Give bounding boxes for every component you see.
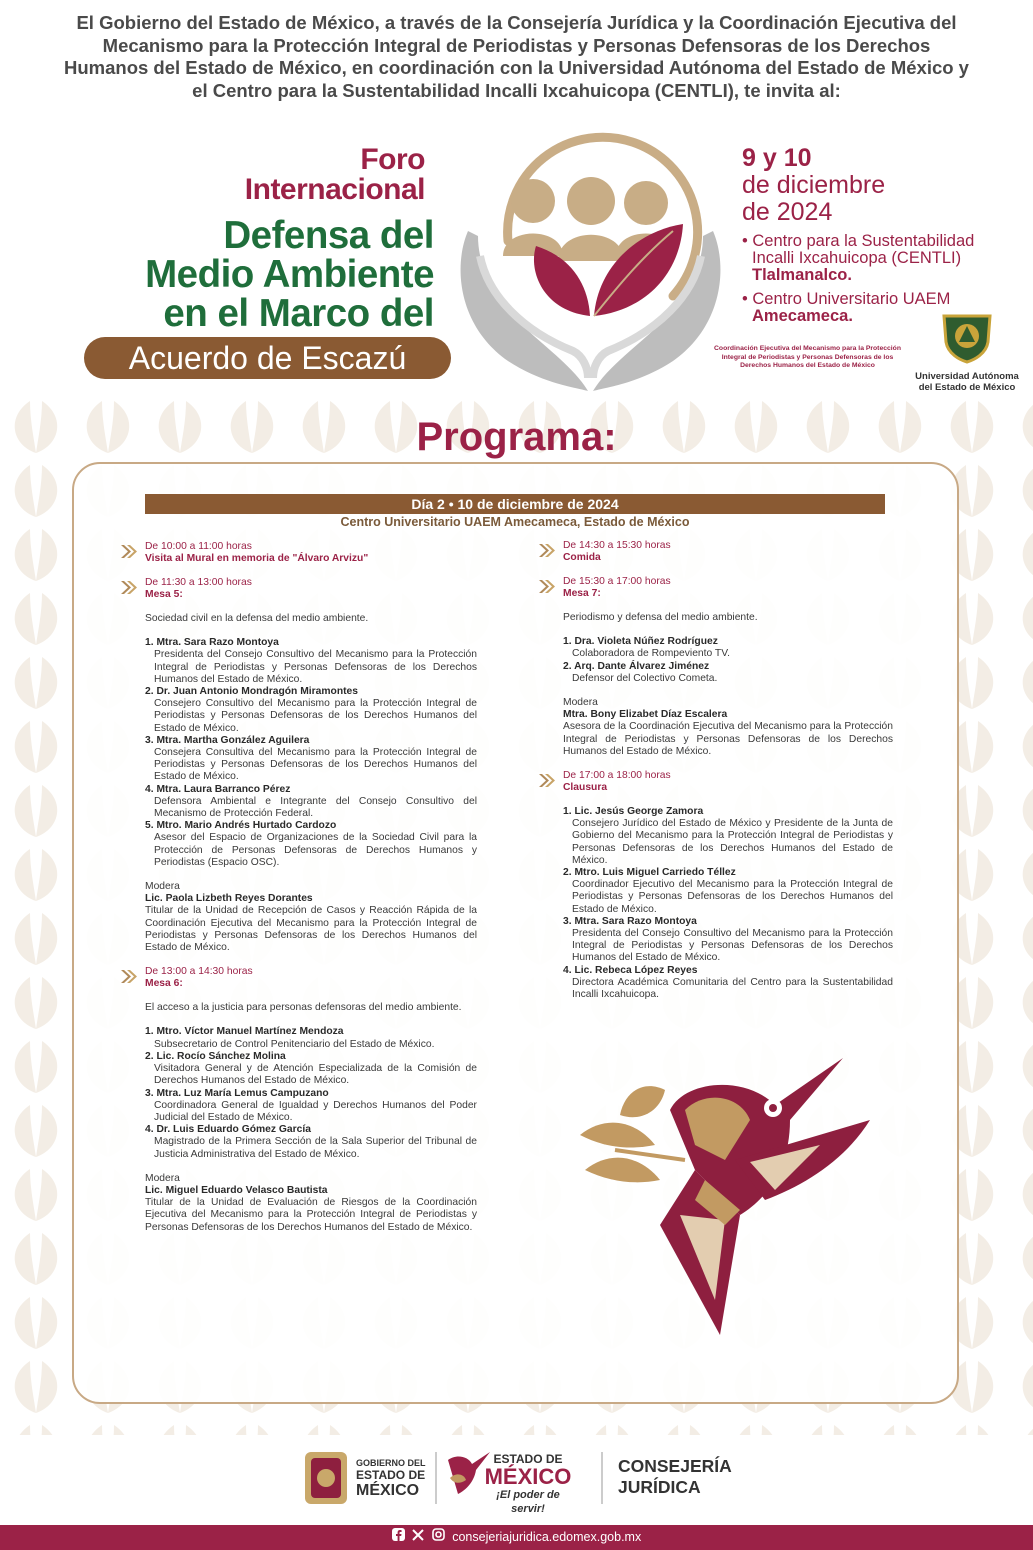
speaker-role: Consejero Jurídico del Estado de México y Presidente de la Junta de Gobierno del Mecanismo para la Protección Integral de Periodistas y Personas Defensoras de los Derechos Humanos del Estado de México.	[572, 818, 893, 866]
moderator-name: Lic. Paola Lizbeth Reyes Dorantes	[145, 893, 313, 905]
speaker-role: Defensor del Colectivo Cometa.	[572, 672, 718, 684]
speaker	[145, 1026, 477, 1050]
facebook-icon[interactable]	[392, 1525, 405, 1550]
moderator-role: Asesora de la Coordinación Ejecutiva del Mecanismo para la Protección Integral de Periodistas y Personas Defensoras de los Derechos Humanos del Estado de México.	[563, 721, 893, 757]
moderator-label: Modera	[563, 697, 598, 709]
footer-url-bar	[0, 1525, 1033, 1550]
coordinacion-logo-text: Coordinación Ejecutiva del Mecanismo para la Protección Integral de Periodistas y Personas Defensoras de los Derechos Humanos del Estado de México	[714, 345, 901, 369]
venue2-city: Amecameca.	[752, 307, 853, 325]
chevron-leaf-icon	[119, 968, 139, 985]
speaker	[145, 1124, 477, 1161]
speaker-role: Consejero Consultivo del Mecanismo para la Protección Integral de Periodistas y Personas Defensoras de los Derechos Humanos del Estado de México.	[154, 698, 477, 734]
speaker	[563, 916, 893, 965]
slot-title: Clausura	[563, 782, 608, 794]
speaker-name: 3. Mtra. Sara Razo Montoya	[563, 915, 697, 927]
footer-logos	[0, 1438, 1033, 1522]
speaker-name: 1. Dra. Violeta Núñez Rodríguez	[563, 636, 718, 648]
speaker-role: Magistrado de la Primera Sección de la Sala Superior del Tribunal de Justicia Administrativa del Estado de México.	[154, 1136, 477, 1160]
slot-title: Comida	[563, 552, 601, 563]
speaker-role: Presidenta del Consejo Consultivo del Mecanismo para la Protección Integral de Periodistas y Personas Defensoras de los Derechos Humanos del Estado de México.	[572, 928, 893, 964]
slot-time: De 13:00 a 14:30 horas	[145, 966, 253, 978]
speaker-name: 4. Lic. Rebeca López Reyes	[563, 964, 698, 976]
moderator	[145, 881, 477, 954]
slot-title: Mesa 7:	[563, 588, 601, 599]
chevron-leaf-icon	[537, 578, 557, 595]
venue1-city: Tlalmanalco.	[752, 266, 852, 284]
gob-line-2: ESTADO DE	[356, 1468, 426, 1482]
chevron-leaf-icon	[119, 579, 139, 596]
slot-time: De 14:30 a 15:30 horas	[563, 540, 671, 551]
slot-mesa-6	[145, 966, 477, 1233]
speaker	[145, 820, 477, 869]
speaker	[145, 735, 477, 784]
hummingbird-icon	[575, 1050, 875, 1340]
title-line-1: Foro	[360, 143, 425, 176]
event-month: de diciembre	[742, 171, 886, 199]
title-foro	[150, 145, 425, 205]
title-defensa	[40, 216, 434, 333]
slot-mural	[145, 541, 477, 565]
edo-line-3: ¡El poder de servir!	[496, 1489, 560, 1515]
slot-clausura	[563, 770, 893, 1001]
speaker-role: Directora Académica Comunitaria del Centro para la Sustentabilidad Incalli Ixcahuicopa.	[572, 976, 893, 1001]
venue-centli	[742, 233, 1012, 284]
slot-title: Mesa 6:	[145, 978, 183, 990]
event-days: 9 y 10	[742, 144, 812, 172]
venue1-line1: • Centro para la Sustentabilidad	[742, 232, 975, 250]
speaker-name: 4. Mtra. Laura Barranco Pérez	[145, 783, 291, 795]
speaker-name: 2. Mtro. Luis Miguel Carriedo Téllez	[563, 867, 736, 879]
speaker-name: 1. Lic. Jesús George Zamora	[563, 806, 704, 818]
x-twitter-icon[interactable]	[412, 1525, 424, 1550]
title-line-2: Internacional	[244, 173, 425, 206]
speaker-name: 1. Mtro. Víctor Manuel Martínez Mendoza	[145, 1026, 344, 1038]
slot-comida	[563, 540, 893, 564]
uaem-line-1: Universidad Autónoma	[915, 371, 1019, 382]
program-left-column	[145, 541, 477, 1234]
event-year: de 2024	[742, 198, 833, 226]
speaker-role: Presidenta del Consejo Consultivo del Mecanismo para la Protección Integral de Periodistas y Personas Defensoras de los Derechos Humanos del Estado de México.	[154, 649, 477, 685]
consejeria-logo-text	[618, 1456, 732, 1498]
speaker-role: Subsecretario de Control Penitenciario del Estado de México.	[154, 1038, 435, 1050]
venue2-line1: • Centro Universitario UAEM	[742, 290, 951, 308]
uaem-logo	[908, 312, 1026, 393]
moderator-name: Lic. Miguel Eduardo Velasco Bautista	[145, 1184, 328, 1196]
speaker-role: Visitadora General y de Atención Especializada de la Comisión de Derechos Humanos del Estado de México.	[154, 1063, 477, 1087]
edo-line-1: ESTADO DE	[493, 1452, 563, 1466]
moderator	[563, 697, 893, 758]
gob-line-1: GOBIERNO DEL	[356, 1458, 426, 1468]
moderator-label: Modera	[145, 1172, 180, 1184]
title-escazu-pill: Acuerdo de Escazú	[84, 337, 451, 379]
moderator-role: Titular de la Unidad de Evaluación de Riesgos de la Coordinación Ejecutiva del Mecanismo para la Protección Integral de Periodistas y Personas Defensoras de los Derechos Humanos del Estado de México.	[145, 1197, 477, 1233]
slot-mesa-5	[145, 577, 477, 954]
slot-time: De 10:00 a 11:00 horas	[145, 541, 252, 552]
day-place: Centro Universitario UAEM Amecameca, Estado de México	[340, 515, 690, 529]
slot-time: De 17:00 a 18:00 horas	[563, 770, 671, 782]
speaker	[145, 1088, 477, 1125]
speaker	[563, 867, 893, 916]
forum-logo-icon	[448, 106, 733, 396]
chevron-leaf-icon	[537, 542, 557, 559]
title-line-3: Defensa del	[223, 214, 434, 257]
speaker-role: Colaboradora de Rompeviento TV.	[572, 648, 730, 660]
speaker-name: 3. Mtra. Luz María Lemus Campuzano	[145, 1087, 329, 1099]
website-url[interactable]: consejeriajuridica.edomex.gob.mx	[452, 1530, 642, 1544]
edo-line-2: MÉXICO	[484, 1464, 572, 1489]
speaker-name: 4. Dr. Luis Eduardo Gómez García	[145, 1124, 311, 1136]
speaker	[563, 806, 893, 867]
cj-line-1: CONSEJERÍA	[618, 1456, 732, 1476]
gobierno-logo-text	[356, 1458, 426, 1499]
gob-line-3: MÉXICO	[356, 1482, 420, 1499]
slot-title: Mesa 5:	[145, 589, 183, 600]
slot-description: Sociedad civil en la defensa del medio ambiente.	[145, 613, 369, 624]
speaker	[563, 965, 893, 1002]
moderator	[145, 1173, 477, 1234]
venue1-line2: Incalli Ixcahuicopa (CENTLI)	[752, 249, 962, 267]
day-label: Día 2 • 10 de diciembre de 2024	[145, 494, 885, 514]
slot-description: El acceso a la justicia para personas defensoras del medio ambiente.	[145, 1002, 462, 1014]
speaker-role: Consejera Consultiva del Mecanismo para la Protección Integral de Periodistas y Personas Defensoras de los Derechos Humanos del Estado de México.	[154, 747, 477, 783]
uaem-line-2: del Estado de México	[918, 382, 1016, 393]
program-right-column	[563, 540, 893, 1001]
event-month-year	[742, 172, 885, 226]
slot-description: Periodismo y defensa del medio ambiente.	[563, 612, 758, 623]
slot-title: Visita al Mural en memoria de "Álvaro Arvizu"	[145, 553, 369, 564]
speaker-name: 2. Lic. Rocío Sánchez Molina	[145, 1050, 286, 1062]
moderator-role: Titular de la Unidad de Recepción de Casos y Reacción Rápida de la Coordinación Ejecutiva del Mecanismo para la Protección Integral de Periodistas y Personas Defensoras de los Derechos Humanos del Estado de México.	[145, 905, 477, 954]
speaker-role: Defensora Ambiental e Integrante del Consejo Consultivo del Mecanismo de Protección Federal.	[154, 795, 477, 820]
speaker-name: 3. Mtra. Martha González Aguilera	[145, 734, 310, 746]
title-line-4: Medio Ambiente	[145, 253, 434, 296]
programa-heading: Programa:	[416, 415, 617, 459]
uaem-shield-icon	[938, 312, 996, 364]
chevron-leaf-icon	[537, 772, 557, 789]
title-line-5: en el Marco del	[163, 292, 434, 335]
speaker-role: Coordinador Ejecutivo del Mecanismo para la Protección Integral de Periodistas y Personas Defensoras de los Derechos Humanos del Estado de México.	[572, 879, 893, 915]
speaker-name: 2. Arq. Dante Álvarez Jiménez	[563, 660, 710, 672]
speaker	[145, 686, 477, 735]
slot-time: De 15:30 a 17:00 horas	[563, 576, 671, 587]
speaker	[145, 784, 477, 821]
slot-time: De 11:30 a 13:00 horas	[145, 577, 252, 588]
speaker	[145, 637, 477, 686]
cj-line-2: JURÍDICA	[618, 1477, 701, 1497]
instagram-icon[interactable]	[432, 1525, 445, 1550]
intro-text: El Gobierno del Estado de México, a través de la Consejería Jurídica y la Coordinación Ejecutiva del Mecanismo para la Protección Integral de Periodistas y Personas Defensoras de los Derechos Humanos del Estado de México, en coordinación con la Universidad Autónoma del Estado de México y el Centro para la Sustentabilidad Incalli Ixcahuicopa (CENTLI), te invita al:	[64, 12, 969, 101]
speaker-name: 2. Dr. Juan Antonio Mondragón Miramontes	[145, 686, 359, 698]
speaker	[145, 1051, 477, 1088]
edomex-logo-text	[478, 1452, 578, 1516]
moderator-label: Modera	[145, 881, 180, 893]
speaker-role: Asesor del Espacio de Organizaciones de la Sociedad Civil para la Protección de Personas Defensoras de Derechos Humanos y Periodistas (Espacio OSC).	[154, 832, 477, 868]
moderator-name: Mtra. Bony Elizabet Díaz Escalera	[563, 709, 728, 721]
speaker-name: 5. Mtro. Mario Andrés Hurtado Cardozo	[145, 820, 337, 832]
chevron-leaf-icon	[119, 543, 139, 560]
speaker	[563, 661, 893, 685]
speaker-role: Coordinadora General de Igualdad y Derechos Humanos del Poder Judicial del Estado de México.	[154, 1099, 477, 1123]
speaker-name: 1. Mtra. Sara Razo Montoya	[145, 637, 279, 649]
slot-mesa-7	[563, 576, 893, 758]
speaker	[563, 636, 893, 660]
